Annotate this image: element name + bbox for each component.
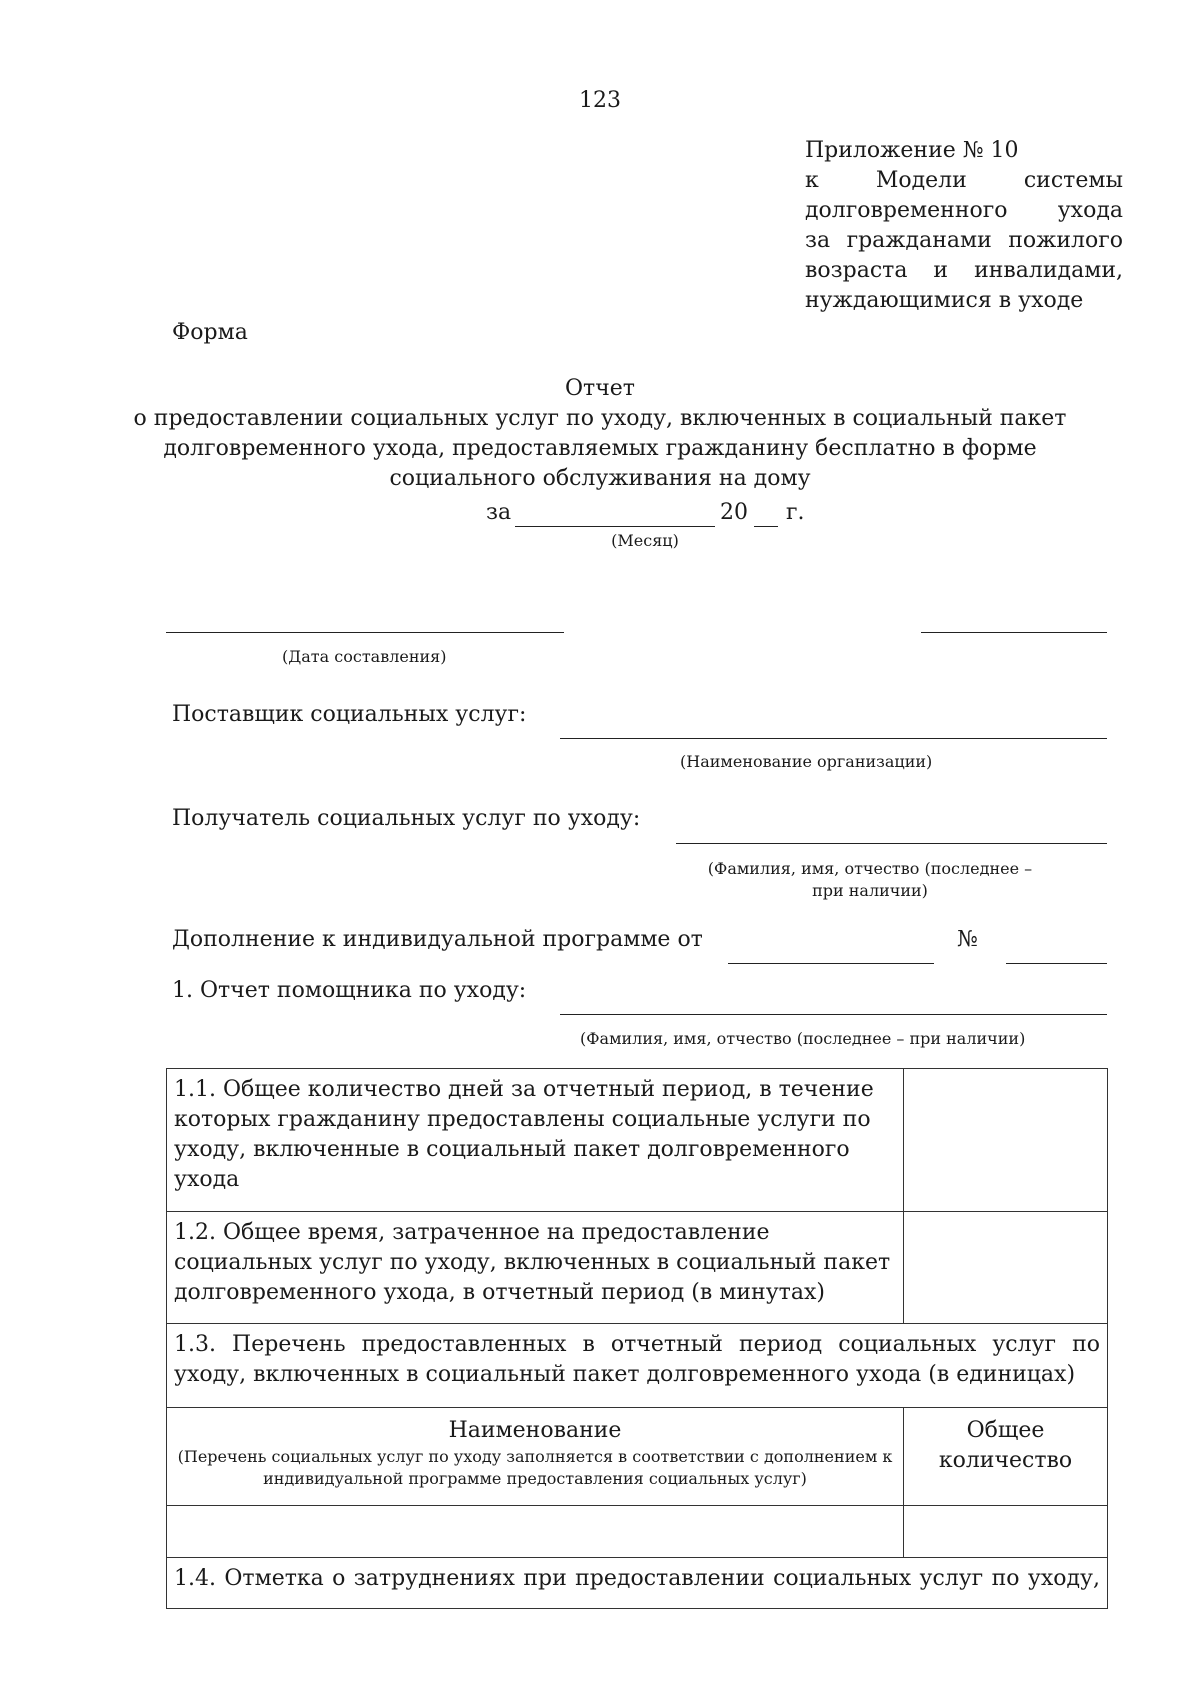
provider-field[interactable] [560,738,1107,739]
year-field[interactable] [754,526,778,527]
recipient-field[interactable] [676,843,1107,844]
annex-line-3: долговременного ухода [805,198,1123,223]
recipient-label: Получатель социальных услуг по уходу: [172,806,641,831]
assistant-label: 1. Отчет помощника по уходу: [172,978,527,1003]
period-year: 20 [720,500,748,525]
month-caption: (Месяц) [611,531,679,550]
title-line-1: Отчет [565,376,635,401]
period-suffix: г. [786,500,805,525]
table-row [167,1069,1108,1212]
row-1-2-value[interactable] [904,1212,1108,1324]
period-prefix: за [486,500,512,525]
annex-line-1: Приложение № 10 [805,138,1019,163]
supplement-number-sign: № [957,927,978,952]
supplement-label: Дополнение к индивидуальной программе от [172,927,703,952]
table-row [167,1324,1108,1408]
form-label: Форма [172,320,248,345]
service-name-cell[interactable] [167,1506,904,1558]
row-1-1-label: 1.1. Общее количество дней за отчетный период, в течение которых гражданину предоставлены социальные услуги по уходу, включенные в социальный пакет долговременного ухода [167,1069,904,1212]
row-1-2-label: 1.2. Общее время, затраченное на предоставление социальных услуг по уходу, включенных в социальный пакет долговременного ухода, в отчетный период (в минутах) [167,1212,904,1324]
assistant-caption: (Фамилия, имя, отчество (последнее – при наличии) [580,1029,1026,1048]
table-row [167,1558,1108,1609]
signature-field[interactable] [921,632,1107,633]
header-note: (Перечень социальных услуг по уходу заполняется в соответствии с дополнением к индивидуальной программе предоставления социальных услуг) [177,1447,893,1488]
row-1-4-label: 1.4. Отметка о затруднениях при предоставлении социальных услуг по уходу, [167,1558,1108,1609]
date-field[interactable] [166,632,564,633]
service-total-cell[interactable] [904,1506,1108,1558]
annex-line-4: за гражданами пожилого [805,228,1123,253]
month-field[interactable] [515,526,715,527]
header-name-cell [167,1408,904,1506]
annex-line-5: возраста и инвалидами, [805,258,1123,283]
provider-caption: (Наименование организации) [680,752,933,771]
date-caption: (Дата составления) [282,647,447,666]
assistant-field[interactable] [560,1014,1107,1015]
supplement-number-field[interactable] [1006,963,1107,964]
provider-label: Поставщик социальных услуг: [172,702,527,727]
table-header-row [167,1408,1108,1506]
supplement-date-field[interactable] [728,963,934,964]
annex-header [805,136,1123,316]
table-row [167,1506,1108,1558]
report-title [100,374,1100,494]
annex-line-6: нуждающимися в уходе [805,288,1084,313]
header-name: Наименование [448,1418,622,1443]
table-row [167,1212,1108,1324]
title-line-4: социального обслуживания на дому [389,466,811,491]
recipient-caption: (Фамилия, имя, отчество (последнее – при наличии) [707,859,1033,900]
annex-line-2: к Модели системы [805,168,1123,193]
page-number: 123 [579,88,621,113]
header-total: Общее количество [904,1408,1108,1506]
row-1-1-value[interactable] [904,1069,1108,1212]
title-line-2: о предоставлении социальных услуг по уходу, включенных в социальный пакет [133,406,1067,431]
row-1-3-label: 1.3. Перечень предоставленных в отчетный период социальных услуг по уходу, включенных в социальный пакет долговременного ухода (в единицах) [167,1324,1108,1408]
title-line-3: долговременного ухода, предоставляемых гражданину бесплатно в форме [163,436,1037,461]
report-table [166,1068,1108,1609]
